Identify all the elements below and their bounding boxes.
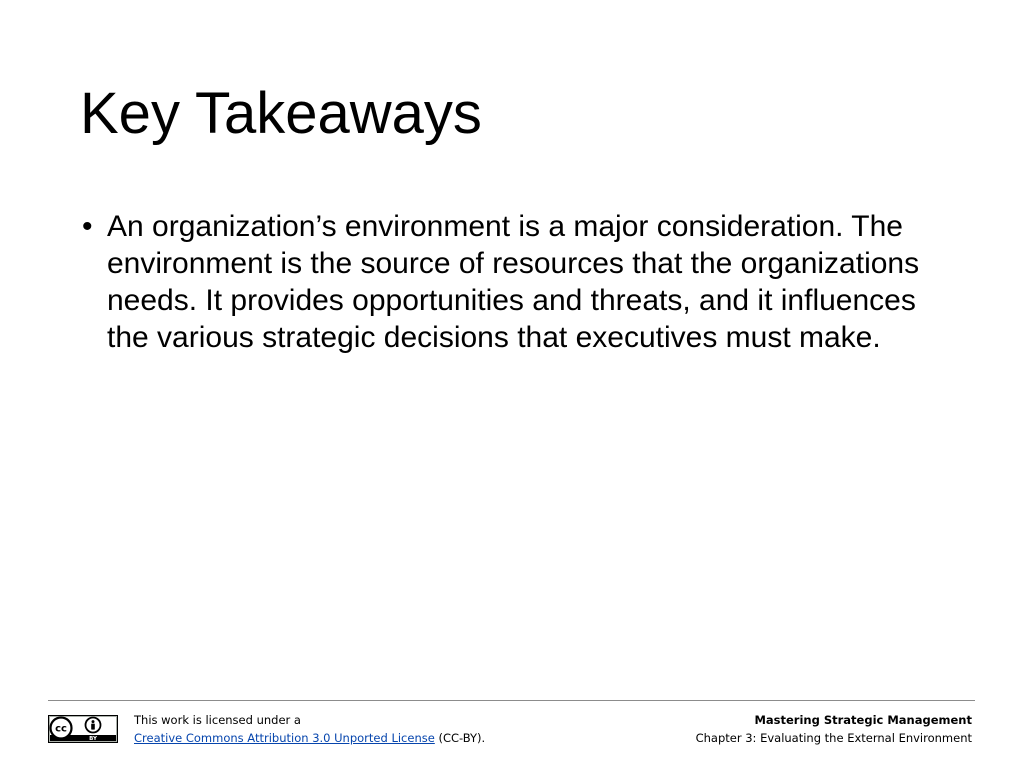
by-badge-label: BY: [89, 736, 97, 743]
book-info: [696, 711, 972, 747]
license-notice: [134, 711, 485, 747]
slide-title: Key Takeaways: [80, 81, 482, 146]
bullet-text: An organization’s environment is a major consideration. The environment is the source of resources that the organizations needs. It provides opportunities and threats, and it influences the various strategic decisions that executives must make.: [107, 210, 920, 354]
cc-badge-label: cc: [55, 723, 67, 735]
bullet-list: [80, 208, 960, 356]
chapter-title: Chapter 3: Evaluating the External Environment: [695, 731, 972, 745]
license-intro: This work is licensed under a: [134, 713, 301, 727]
bullet-marker: •: [82, 210, 93, 243]
footer-divider: [48, 700, 975, 701]
book-title: Mastering Strategic Management: [754, 713, 972, 727]
cc-by-license-icon: [48, 715, 118, 743]
license-line: [134, 729, 485, 747]
license-suffix: (CC-BY).: [434, 731, 486, 745]
license-link[interactable]: Creative Commons Attribution 3.0 Unported License: [134, 731, 435, 745]
list-item: [80, 208, 960, 356]
